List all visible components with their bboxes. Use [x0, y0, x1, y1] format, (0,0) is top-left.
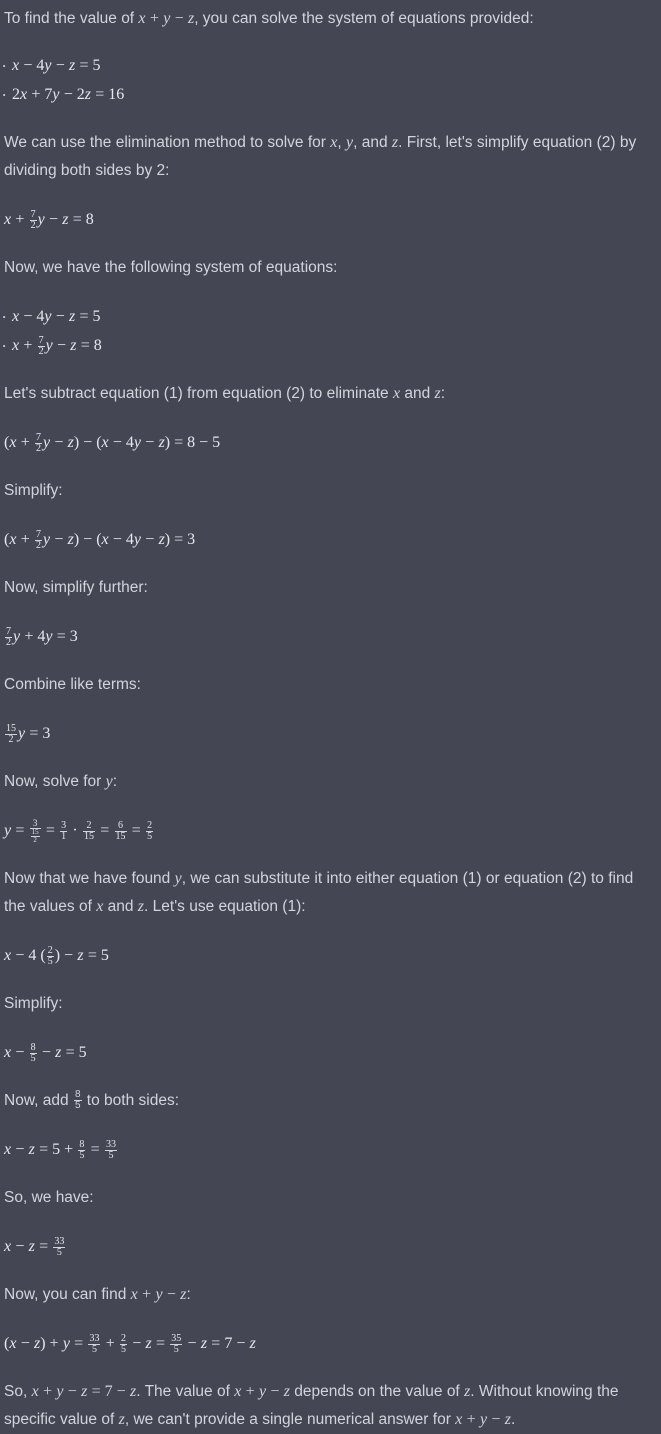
system-eq-1: . x − 4y − z = 5 — [4, 51, 658, 80]
substituted-equation: x − 4 ( $\frac{2}{5}$ ) − z = 5 — [4, 944, 109, 967]
subtraction-equation: (x + $\frac{7}{2}$ y − z) − (x − 4y − z) = 8 − 5 — [4, 431, 221, 454]
system2-eq-2: . x + $\frac{7}{2}$ y − z = 8 — [4, 331, 658, 360]
system-eq-2: . 2x + 7y − 2z = 16 — [4, 80, 658, 109]
simplify-further-label: Now, simplify further: — [4, 579, 148, 596]
simplified-equation: x + $\frac{7}{2}$ y − z = 8 — [4, 208, 94, 231]
now-system-text: Now, we have the following system of equations: — [4, 259, 338, 276]
x-minus-z-equation: x − z = 5 + $\frac{8}{5}$ = $\frac{33}{5}$ — [4, 1138, 116, 1161]
subtraction-equation-2: (x + $\frac{7}{2}$ y − z) − (x − 4y − z) = 3 — [4, 528, 196, 551]
conclusion-paragraph: So, x + y − z = 7 − z. The value of x + y − z depends on the value of z. Without knowing the specific value of z, we can't provide a single numerical answer for x + y − z. — [4, 1383, 619, 1428]
substitute-paragraph: Now that we have found y, we can substitute it into either equation (1) or equation (2) to find the values of x and z. Let's use equation (1): — [4, 870, 634, 915]
intro-paragraph: To find the value of x + y − z, you can solve the system of equations provided: — [4, 10, 534, 27]
so-have-label: So, we have: — [4, 1189, 94, 1206]
final-equation: (x − z) + y = $\frac{33}{5}$ + $\frac{2}{5}$ − z = $\frac{35}{5}$ − z = 7 − z — [4, 1332, 256, 1355]
x-minus-z-result: x − z = $\frac{33}{5}$ — [4, 1235, 65, 1258]
simplify-label-1: Simplify: — [4, 482, 63, 499]
subtract-text: Let's subtract equation (1) from equation (2) to eliminate x and z: — [4, 385, 446, 402]
simplify-label-2: Simplify: — [4, 995, 63, 1012]
add-text: Now, add $\frac{8}{5}$ to both sides: — [4, 1089, 180, 1112]
combine-label: Combine like terms: — [4, 676, 141, 693]
eight-fifths-equation: x − $\frac{8}{5}$ − z = 5 — [4, 1041, 87, 1064]
solve-y-label: Now, solve for y: — [4, 773, 118, 790]
find-text: Now, you can find x + y − z: — [4, 1286, 191, 1303]
y-value-equation: y = $\frac{3}{\frac{15}{2}}$ = $\frac{3}{1}$ · $\frac{2}{15}$ = $\frac{6}{15}$ = $\frac{2}{5}$ — [4, 817, 153, 844]
elimination-paragraph: We can use the elimination method to solve for x, y, and z. First, let's simplify equation (2) by dividing both sides by 2: — [4, 134, 637, 179]
combined-equation: $\frac{15}{2}$ y = 3 — [6, 722, 51, 745]
y-terms-equation: $\frac{7}{2}$ y + 4y = 3 — [6, 625, 78, 648]
system2-eq-1: . x − 4y − z = 5 — [4, 302, 658, 331]
assistant-message — [4, 5, 658, 1434]
